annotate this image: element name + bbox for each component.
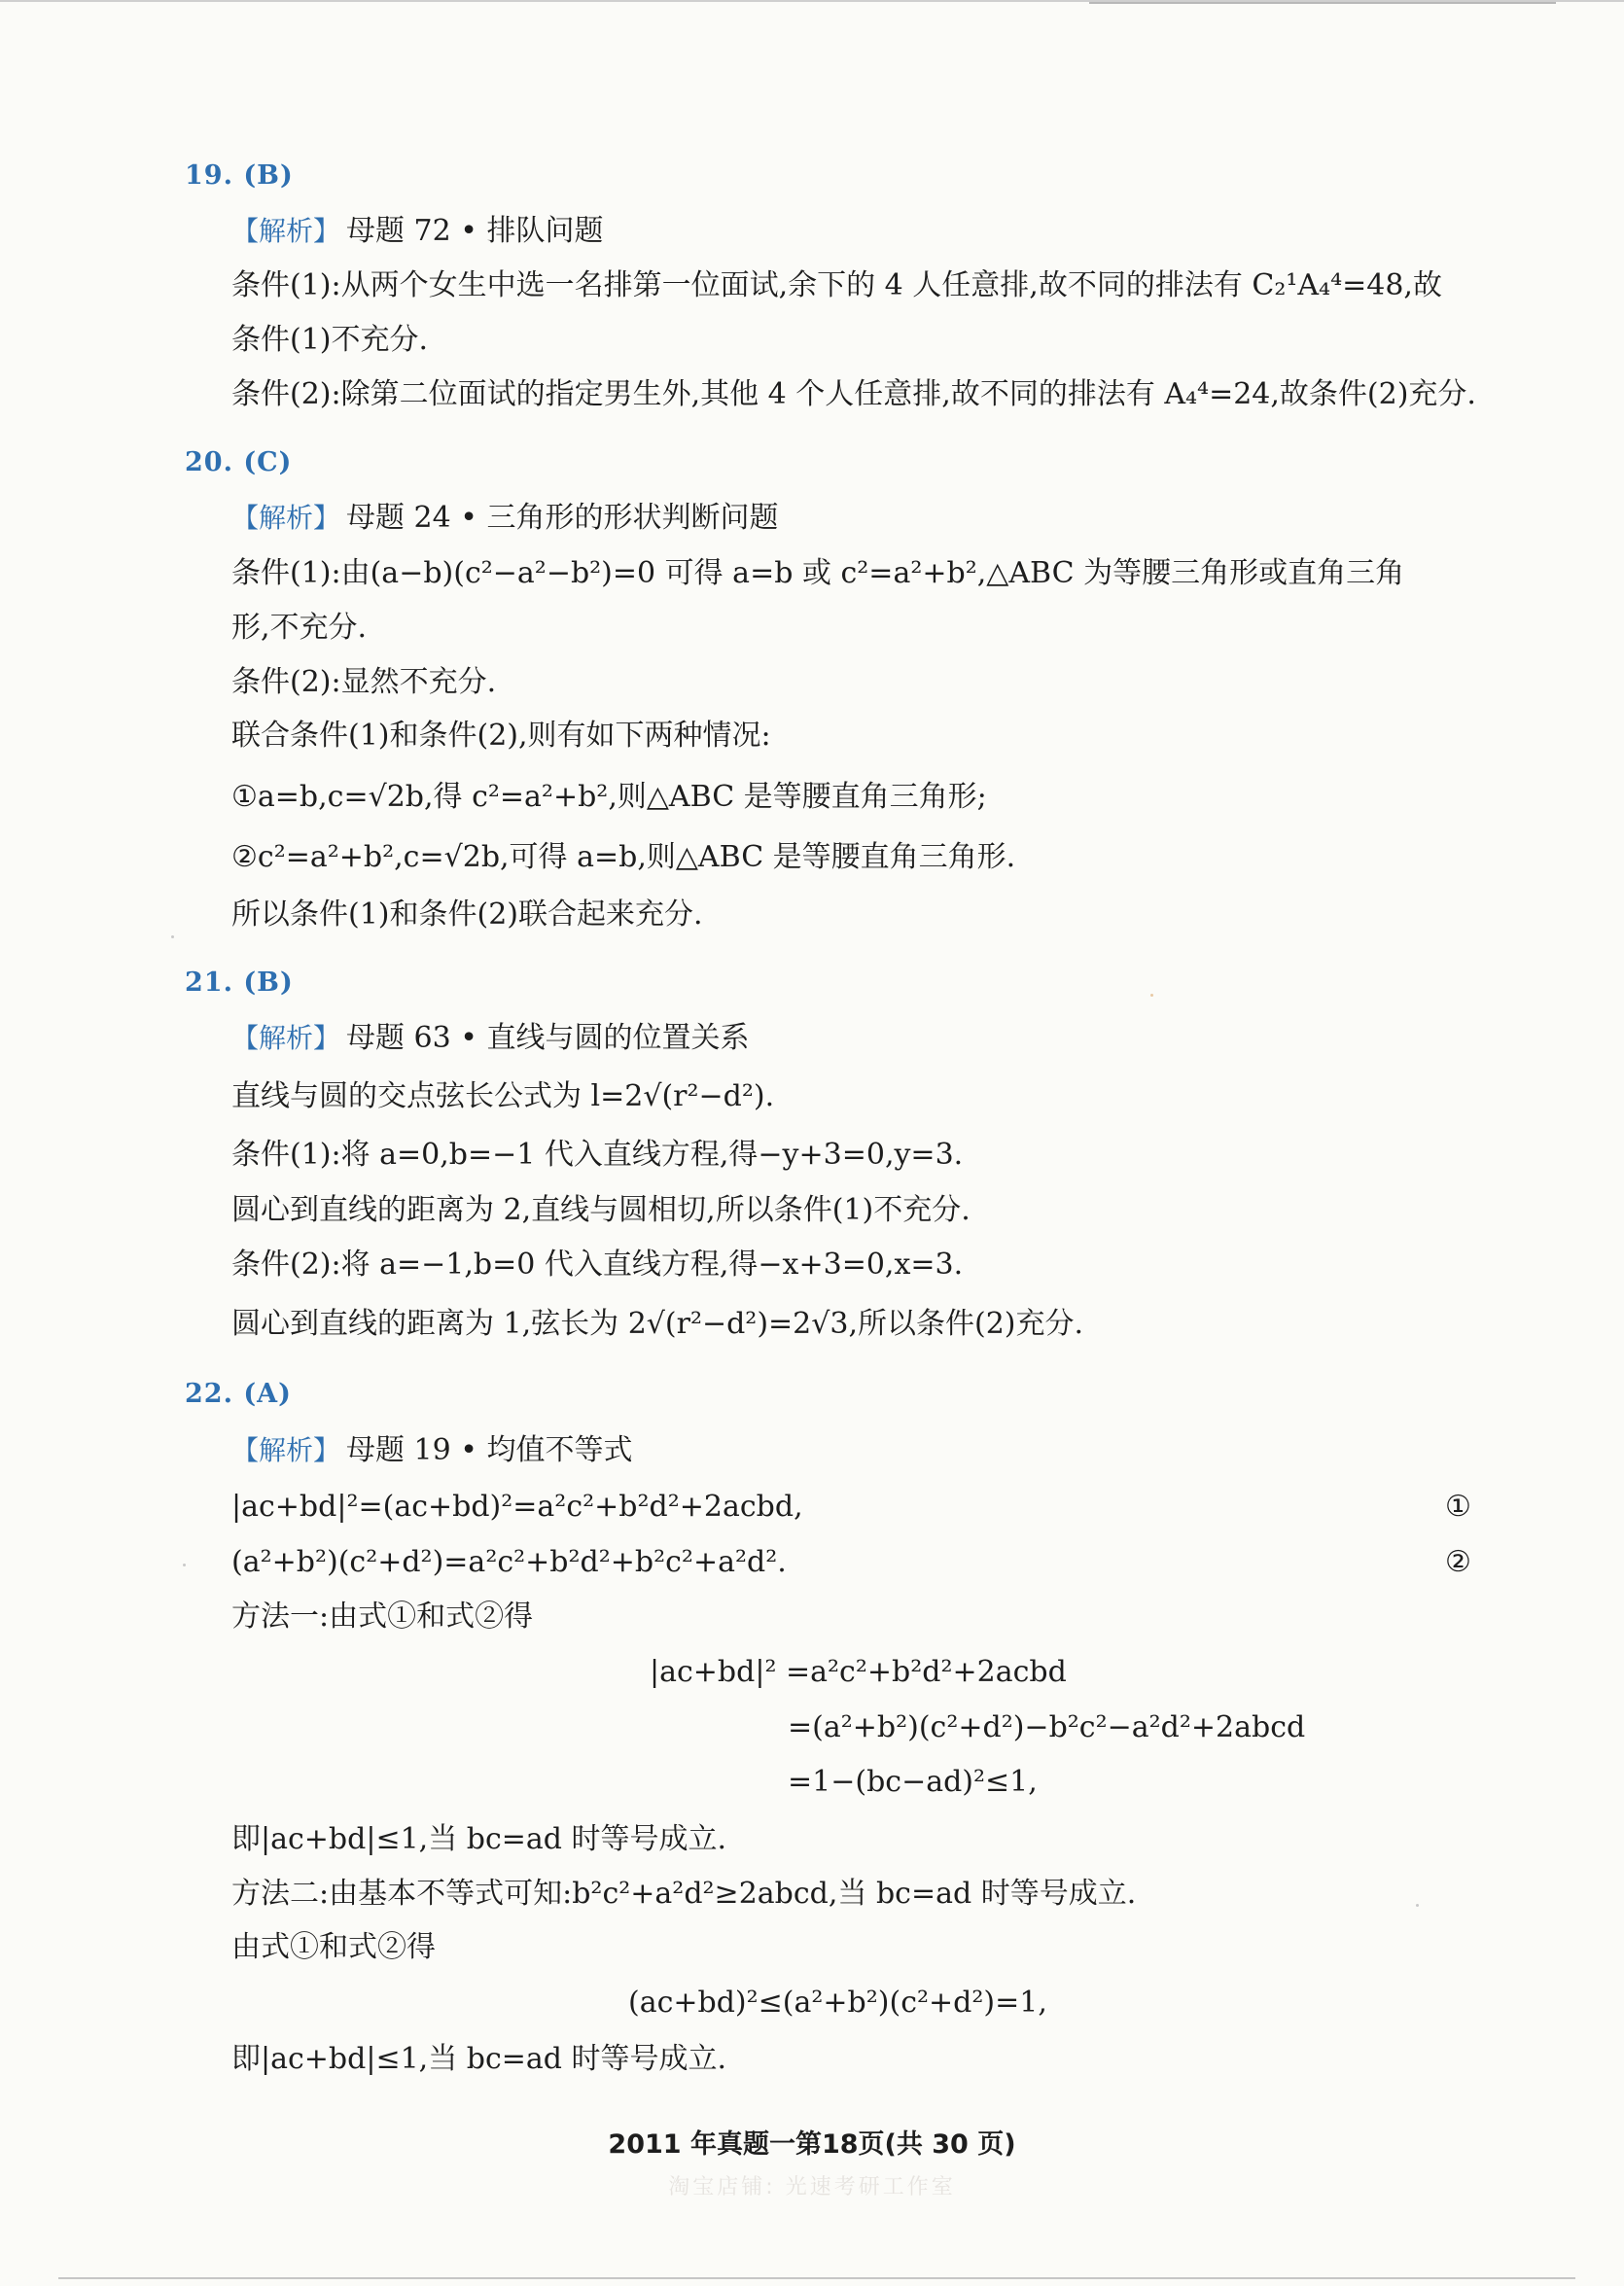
scan-speck bbox=[1416, 1904, 1419, 1907]
page-footer: 2011 年真题一第18页(共 30 页) bbox=[608, 2129, 1016, 2160]
question-19-analysis-heading bbox=[231, 212, 604, 251]
question-22-method-1-conclusion: 即|ac+bd|≤1,当 bc=ad 时等号成立. bbox=[231, 1822, 727, 1856]
question-19-number: 19. (B) bbox=[185, 160, 294, 191]
question-22-method-2-intro: 由式①和式②得 bbox=[231, 1930, 436, 1964]
question-20-topic: 母题 24 • 三角形的形状判断问题 bbox=[346, 501, 779, 535]
question-22-derivation-2: =(a²+b²)(c²+d²)−b²c²−a²d²+2abcd bbox=[788, 1710, 1306, 1744]
analysis-tag: 【解析】 bbox=[231, 1434, 341, 1466]
question-22-inequality: (ac+bd)²≤(a²+b²)(c²+d²)=1, bbox=[628, 1986, 1047, 2020]
equation-label-1: ① bbox=[1445, 1490, 1471, 1524]
analysis-tag: 【解析】 bbox=[231, 215, 341, 247]
question-20-number: 20. (C) bbox=[185, 447, 293, 477]
question-20-line-1: 条件(1):由(a−b)(c²−a²−b²)=0 可得 a=b 或 c²=a²+b²,△ABC 为等腰三角形或直角三角 bbox=[231, 556, 1405, 590]
question-21-number: 21. (B) bbox=[185, 967, 294, 998]
question-22-method-1-intro: 方法一:由式①和式②得 bbox=[231, 1600, 534, 1634]
question-19-line-3: 条件(2):除第二位面试的指定男生外,其他 4 个人任意排,故不同的排法有 A₄⁴=24,故条件(2)充分. bbox=[231, 377, 1476, 411]
watermark: 淘宝店铺: 光速考研工作室 bbox=[668, 2175, 956, 2199]
question-21-line-2: 条件(1):将 a=0,b=−1 代入直线方程,得−y+3=0,y=3. bbox=[231, 1138, 964, 1172]
question-20-analysis-heading bbox=[231, 499, 779, 538]
analysis-tag: 【解析】 bbox=[231, 502, 341, 534]
scan-line-top bbox=[1089, 2, 1556, 4]
question-19-line-2: 条件(1)不充分. bbox=[231, 323, 429, 357]
question-21-line-3: 圆心到直线的距离为 2,直线与圆相切,所以条件(1)不充分. bbox=[231, 1193, 971, 1227]
scan-speck bbox=[183, 1564, 186, 1566]
question-19-line-1: 条件(1):从两个女生中选一名排第一位面试,余下的 4 人任意排,故不同的排法有 C₂¹A₄⁴=48,故 bbox=[231, 268, 1442, 302]
question-21-line-5: 圆心到直线的距离为 1,弦长为 2√(r²−d²)=2√3,所以条件(2)充分. bbox=[231, 1307, 1084, 1341]
question-21-analysis-heading bbox=[231, 1019, 750, 1058]
question-21-line-1: 直线与圆的交点弦长公式为 l=2√(r²−d²). bbox=[231, 1079, 775, 1113]
scan-edge-bottom bbox=[58, 2277, 1575, 2279]
question-22-topic: 母题 19 • 均值不等式 bbox=[346, 1433, 633, 1467]
question-22-analysis-heading bbox=[231, 1431, 633, 1470]
question-21-line-4: 条件(2):将 a=−1,b=0 代入直线方程,得−x+3=0,x=3. bbox=[231, 1248, 964, 1282]
question-20-line-2: 形,不充分. bbox=[231, 611, 368, 645]
question-20-line-3: 条件(2):显然不充分. bbox=[231, 665, 497, 699]
question-22-method-2: 方法二:由基本不等式可知:b²c²+a²d²≥2abcd,当 bc=ad 时等号成立. bbox=[231, 1877, 1137, 1911]
question-20-line-6: ②c²=a²+b²,c=√2b,可得 a=b,则△ABC 是等腰直角三角形. bbox=[231, 840, 1016, 874]
question-22-derivation-3: =1−(bc−ad)²≤1, bbox=[788, 1765, 1038, 1799]
question-22-method-2-conclusion: 即|ac+bd|≤1,当 bc=ad 时等号成立. bbox=[231, 2042, 727, 2076]
equation-label-2: ② bbox=[1445, 1545, 1471, 1579]
analysis-tag: 【解析】 bbox=[231, 1022, 341, 1054]
question-19-topic: 母题 72 • 排队问题 bbox=[346, 214, 604, 248]
question-20-line-4: 联合条件(1)和条件(2),则有如下两种情况: bbox=[231, 719, 771, 753]
scan-speck bbox=[171, 935, 174, 938]
scan-speck bbox=[1150, 994, 1153, 997]
question-22-equation-1: |ac+bd|²=(ac+bd)²=a²c²+b²d²+2acbd, bbox=[231, 1490, 803, 1524]
question-22-equation-2: (a²+b²)(c²+d²)=a²c²+b²d²+b²c²+a²d². bbox=[231, 1545, 787, 1579]
question-21-topic: 母题 63 • 直线与圆的位置关系 bbox=[346, 1021, 750, 1055]
question-22-derivation-1: |ac+bd|² =a²c²+b²d²+2acbd bbox=[650, 1655, 1067, 1689]
question-22-number: 22. (A) bbox=[185, 1379, 292, 1409]
question-20-line-5: ①a=b,c=√2b,得 c²=a²+b²,则△ABC 是等腰直角三角形; bbox=[231, 780, 987, 814]
question-20-line-7: 所以条件(1)和条件(2)联合起来充分. bbox=[231, 897, 703, 932]
